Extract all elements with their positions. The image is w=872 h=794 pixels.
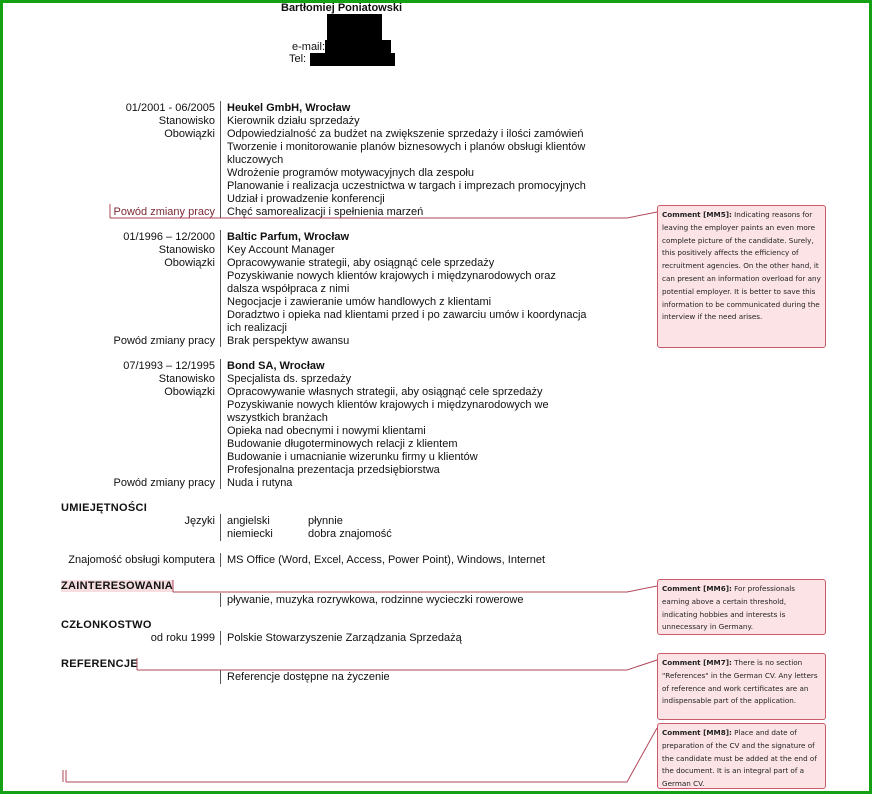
section-heading-membership: CZŁONKOSTWO <box>61 619 152 631</box>
comment-tag: Comment [MM5]: <box>662 210 732 219</box>
job-company: Heukel GmbH, Wrocław <box>227 102 351 114</box>
comment-text: For professionals earning above a certain threshold, indicating hobbies and interests is unnecessary in Germany. <box>662 584 795 632</box>
duty-line: Budowanie długoterminowych relacji z klientem <box>227 438 458 450</box>
job-position: Specjalista ds. sprzedaży <box>227 373 352 385</box>
job-reason: Nuda i rutyna <box>227 477 293 489</box>
language-level: dobra znajomość <box>308 528 392 540</box>
computer-skills: MS Office (Word, Excel, Access, Power Point), Windows, Internet <box>227 554 546 566</box>
comment-mm8[interactable] <box>657 723 826 789</box>
comment-mm6[interactable] <box>657 579 826 635</box>
position-label: Stanowisko <box>158 373 215 385</box>
duty-line: Opracowywanie strategii, aby osiągnąć cele sprzedaży <box>227 257 495 269</box>
reason-label: Powód zmiany pracy <box>113 477 215 489</box>
duty-line: wszystkich branżach <box>227 412 328 424</box>
connector-mm7 <box>137 660 657 670</box>
job-period: 01/2001 - 06/2005 <box>125 102 215 114</box>
duty-line: Planowanie i realizacja uczestnictwa w targach i imprezach promocyjnych <box>227 180 586 192</box>
languages-label: Języki <box>184 515 215 527</box>
comment-tag: Comment [MM7]: <box>662 658 732 667</box>
comment-text: Place and date of preparation of the CV and the signature of the candidate must be added at the end of the document. It is an integral part of a German CV. <box>662 728 817 789</box>
membership-label: od roku 1999 <box>150 632 215 644</box>
job-company: Bond SA, Wrocław <box>227 360 325 372</box>
language-name: niemiecki <box>227 528 273 540</box>
reason-label: Powód zmiany pracy <box>113 335 215 347</box>
candidate-name: Bartłomiej Poniatowski <box>281 2 403 14</box>
duty-line: kluczowych <box>227 154 284 166</box>
job-position: Key Account Manager <box>227 244 335 256</box>
duty-line: Opracowywanie własnych strategii, aby osiągnąć cele sprzedaży <box>227 386 543 398</box>
job-period: 01/1996 – 12/2000 <box>123 231 215 243</box>
job-position: Kierownik działu sprzedaży <box>227 115 360 127</box>
position-label: Stanowisko <box>158 115 215 127</box>
connector-mm6 <box>173 586 657 592</box>
duty-line: ich realizacji <box>227 322 287 334</box>
section-heading-interests: ZAINTERESOWANIA <box>61 580 174 592</box>
email-label: e-mail: <box>292 41 326 53</box>
duty-line: Wdrożenie programów motywacyjnych dla zespołu <box>227 167 474 179</box>
comment-text: There is no section "References" in the German CV. Any letters of reference and work certificates are an indispensable part of the application. <box>662 658 818 706</box>
language-level: płynnie <box>308 515 343 527</box>
comment-mm5[interactable] <box>657 205 826 348</box>
comment-tag: Comment [MM8]: <box>662 728 732 737</box>
job-reason: Brak perspektyw awansu <box>227 335 350 347</box>
comment-mm7[interactable] <box>657 653 826 720</box>
job-company: Baltic Parfum, Wrocław <box>227 231 350 243</box>
language-name: angielski <box>227 515 270 527</box>
comment-tag: Comment [MM6]: <box>662 584 732 593</box>
tel-label: Tel: <box>289 53 307 65</box>
duty-line: Budowanie i umacnianie wizerunku firmy u klientów <box>227 451 478 463</box>
duties-label: Obowiązki <box>164 386 215 398</box>
computer-skills-label: Znajomość obsługi komputera <box>68 554 215 566</box>
duty-line: Opieka nad obecnymi i nowymi klientami <box>227 425 426 437</box>
duty-line: Pozyskiwanie nowych klientów krajowych i międzynarodowych oraz <box>227 270 556 282</box>
section-heading-references: REFERENCJE <box>61 658 138 670</box>
connector-mm5 <box>110 212 657 218</box>
reason-label: Powód zmiany pracy <box>113 206 215 218</box>
duty-line: dalsza współpraca z nimi <box>227 283 350 295</box>
duty-line: Udział i prowadzenie konferencji <box>227 193 385 205</box>
comment-text: Indicating reasons for leaving the employer paints an even more complete picture of the candidate. Surely, this positively affects the efficiency of recruitment agencies. On the other hand, it can present an information overload for any potential employer. It is better to save this information to be communicated during the interview if the need arises. <box>662 210 821 322</box>
section-heading-skills: UMIEJĘTNOŚCI <box>61 502 148 514</box>
duties-label: Obowiązki <box>164 257 215 269</box>
connector-mm8 <box>66 728 657 782</box>
interests-text: pływanie, muzyka rozrywkowa, rodzinne wycieczki rowerowe <box>227 594 524 606</box>
duty-line: Profesjonalna prezentacja przedsiębiorstwa <box>227 464 440 476</box>
references-text: Referencje dostępne na życzenie <box>227 671 390 683</box>
job-reason: Chęć samorealizacji i spełnienia marzeń <box>227 206 424 218</box>
duties-label: Obowiązki <box>164 128 215 140</box>
duty-line: Odpowiedzialność za budżet na zwiększenie sprzedaży i ilości zamówień <box>227 128 584 140</box>
duty-line: Pozyskiwanie nowych klientów krajowych i międzynarodowych we <box>227 399 549 411</box>
duty-line: Negocjacje i zawieranie umów handlowych z klientami <box>227 296 492 308</box>
position-label: Stanowisko <box>158 244 215 256</box>
job-period: 07/1993 – 12/1995 <box>123 360 215 372</box>
membership-text: Polskie Stowarzyszenie Zarządzania Sprzedażą <box>227 632 462 644</box>
duty-line: Tworzenie i monitorowanie planów biznesowych i planów obsługi klientów <box>227 141 586 153</box>
duty-line: Doradztwo i opieka nad klientami przed i po zawarciu umów i koordynacja <box>227 309 587 321</box>
